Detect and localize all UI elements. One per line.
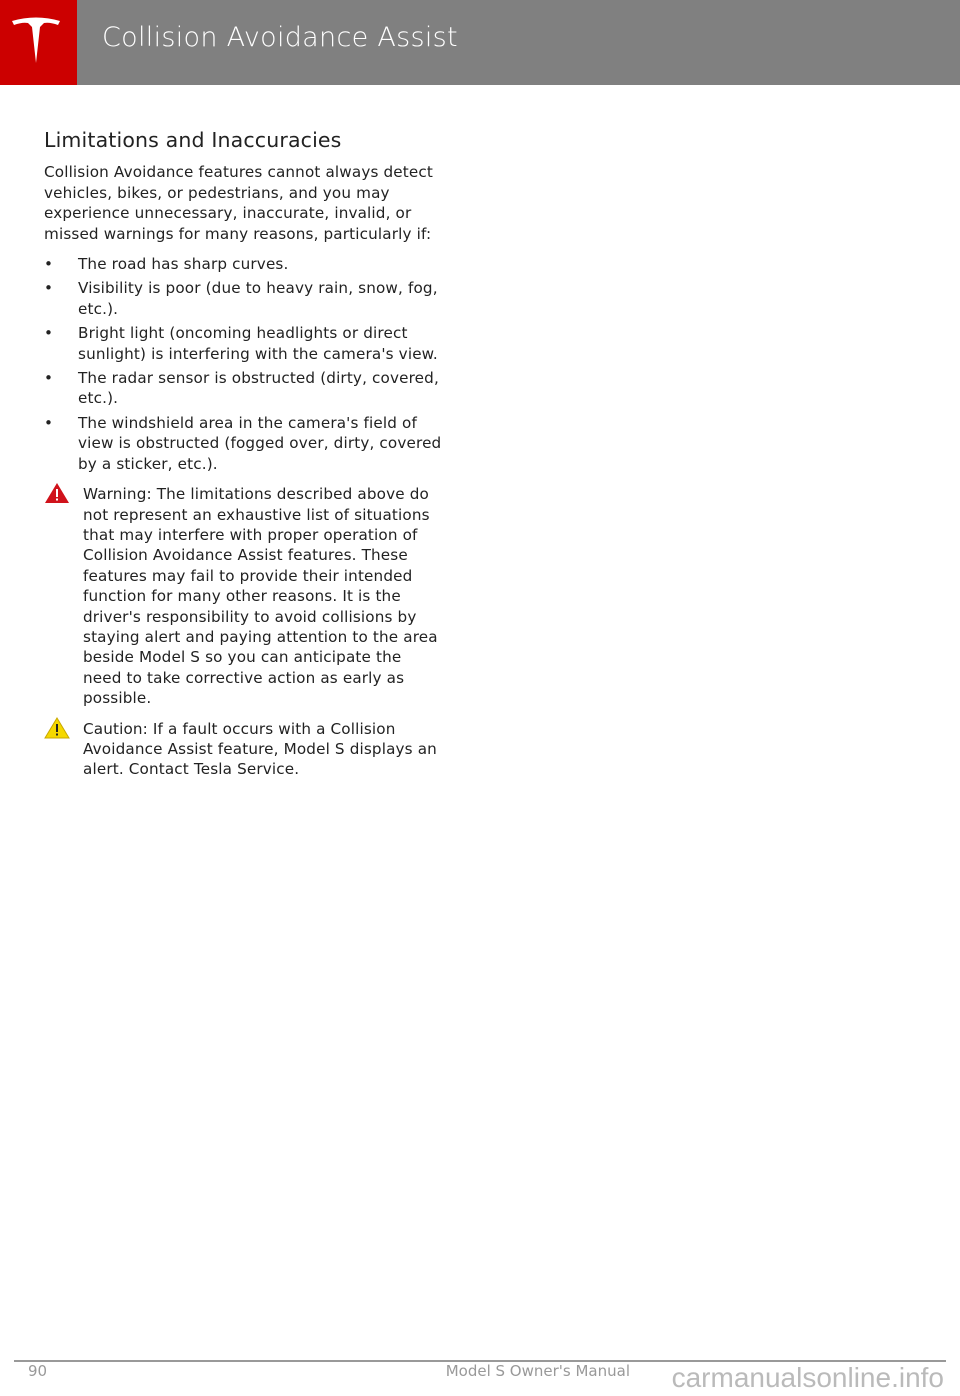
manual-name: Model S Owner's Manual [445, 1362, 630, 1380]
warning-note [44, 484, 444, 708]
warning-text: Warning: The limitations described above do not represent an exhaustive list of situations that may interfere with proper operation of Collision Avoidance Assist features. These features may fail to provide their intended function for many other reasons. It is the driver's responsibility to avoid collisions by staying alert and paying attention to the area beside Model S so you can anticipate the need to take corrective action as early as possible. [83, 485, 438, 708]
list-item: • The radar sensor is obstructed (dirty, covered, etc.). [44, 368, 444, 409]
caution-triangle-icon [44, 716, 70, 740]
warning-triangle-icon [44, 481, 70, 505]
page-number: 90 [28, 1362, 48, 1380]
page-header [0, 0, 960, 85]
caution-note [44, 719, 444, 780]
list-item: • Visibility is poor (due to heavy rain, snow, fog, etc.). [44, 278, 444, 319]
section-heading: Limitations and Inaccuracies [44, 128, 342, 152]
page-title: Collision Avoidance Assist [102, 22, 458, 53]
limitations-list [44, 254, 444, 474]
content-column [44, 130, 444, 780]
list-item: • Bright light (oncoming headlights or direct sunlight) is interfering with the camera's view. [44, 323, 444, 364]
tesla-logo [0, 0, 77, 85]
tesla-t-icon [10, 16, 62, 64]
list-item: • The windshield area in the camera's field of view is obstructed (fogged over, dirty, covered by a sticker, etc.). [44, 413, 444, 474]
caution-text: Caution: If a fault occurs with a Collision Avoidance Assist feature, Model S displays an alert. Contact Tesla Service. [83, 719, 437, 779]
intro-paragraph: Collision Avoidance features cannot always detect vehicles, bikes, or pedestrians, and you may experience unnecessary, inaccurate, invalid, or missed warnings for many reasons, particularly if: [44, 163, 434, 243]
watermark: carmanualsonline.info [671, 1362, 944, 1393]
list-item: • The road has sharp curves. [44, 254, 444, 274]
